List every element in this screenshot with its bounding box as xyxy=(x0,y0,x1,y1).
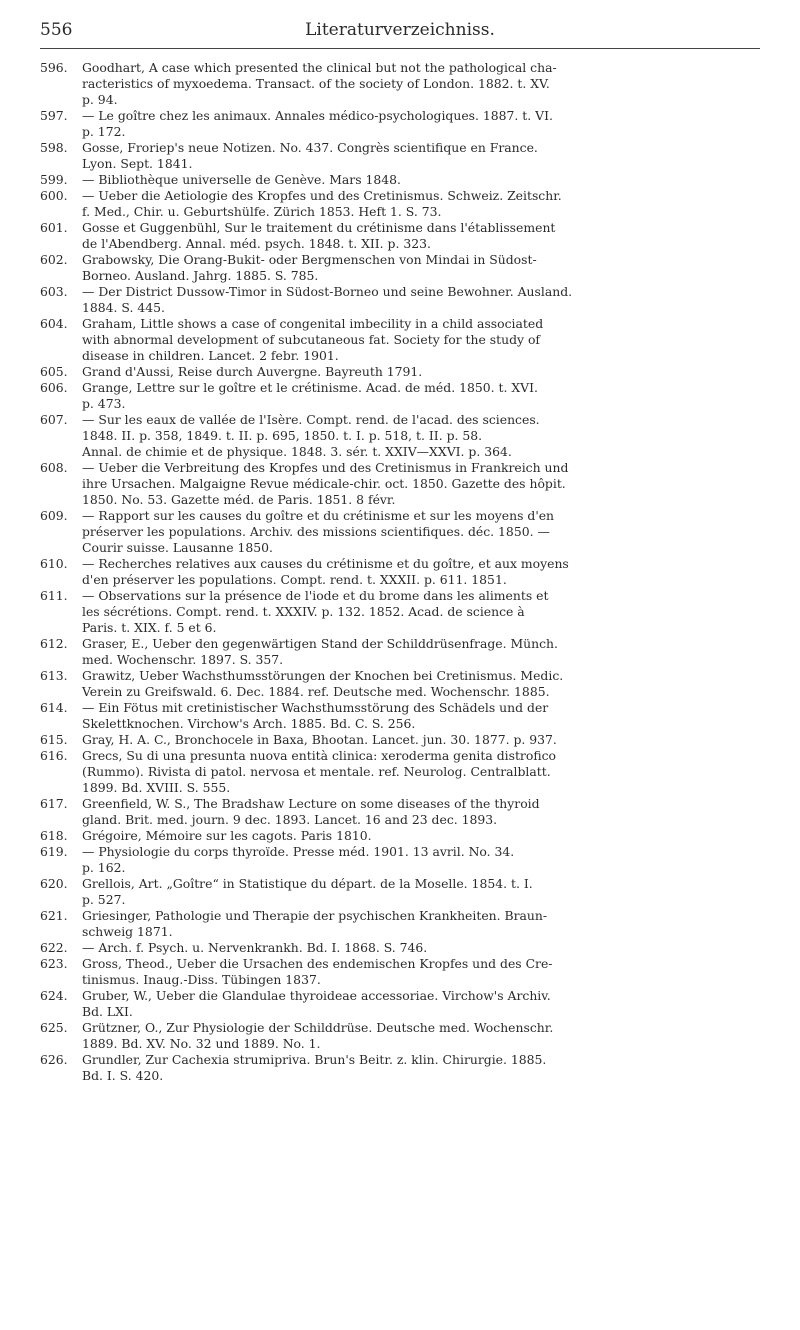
bibliography-entry xyxy=(40,1052,765,1084)
entry-text: Graham, Little shows a case of congenital imbecility in a child associated with abnormal development of subcutaneous fat. Society for the study of disease in children. Lancet. 2 febr. 1901. xyxy=(82,316,544,363)
bibliography-entry xyxy=(40,188,765,220)
entry-text: — Ein Fötus mit cretinistischer Wachsthumsstörung des Schädels und der Skelettknochen. Virchow's Arch. 1885. Bd. C. S. 256. xyxy=(82,700,549,731)
entry-number: 611. xyxy=(40,588,68,603)
bibliography-entry xyxy=(40,460,765,508)
entry-text: Grand d'Aussi, Reise durch Auvergne. Bayreuth 1791. xyxy=(82,364,423,379)
bibliography-entry xyxy=(40,876,765,908)
entry-number: 599. xyxy=(40,172,68,187)
entry-number: 618. xyxy=(40,828,68,843)
entry-text: Grützner, O., Zur Physiologie der Schilddrüse. Deutsche med. Wochenschr. 1889. Bd. XV. No. 32 und 1889. No. 1. xyxy=(82,1020,554,1051)
entry-number: 626. xyxy=(40,1052,68,1067)
entry-number: 596. xyxy=(40,60,68,75)
bibliography-entry xyxy=(40,60,765,108)
entry-text: Gruber, W., Ueber die Glandulae thyroideae accessoriae. Virchow's Archiv. Bd. LXI. xyxy=(82,988,551,1019)
entry-text: — Sur les eaux de vallée de l'Isère. Compt. rend. de l'acad. des sciences. 1848. II. p. 358, 1849. t. II. p. 695, 1850. t. I. p. 518, t. II. p. 58. Annal. de chimie et de physique. 1848. 3. sér. t. XXIV—XXVI. p. 364. xyxy=(82,412,540,459)
bibliography-entry xyxy=(40,940,765,956)
bibliography-entry xyxy=(40,364,765,380)
entry-text: Gosse et Guggenbühl, Sur le traitement du crétinisme dans l'établissement de l'Abendberg. Annal. méd. psych. 1848. t. XII. p. 323. xyxy=(82,220,556,251)
entry-number: 612. xyxy=(40,636,68,651)
bibliography-entry xyxy=(40,956,765,988)
entry-text: — Observations sur la présence de l'iode et du brome dans les aliments et les sécrétions. Compt. rend. t. XXXIV. p. 132. 1852. Acad. de science à Paris. t. XIX. f. 5 et 6. xyxy=(82,588,549,635)
entry-number: 608. xyxy=(40,460,68,475)
running-title: Literaturverzeichniss. xyxy=(305,20,495,40)
bibliography-entry xyxy=(40,412,765,460)
entry-text: Gray, H. A. C., Bronchocele in Baxa, Bhootan. Lancet. jun. 30. 1877. p. 937. xyxy=(82,732,557,747)
entry-number: 597. xyxy=(40,108,68,123)
entry-text: — Der District Dussow-Timor in Südost-Borneo und seine Bewohner. Ausland. 1884. S. 445. xyxy=(82,284,573,315)
entry-text: Grégoire, Mémoire sur les cagots. Paris 1810. xyxy=(82,828,372,843)
entry-text: Graser, E., Ueber den gegenwärtigen Stand der Schilddrüsenfrage. Münch. med. Wochenschr. 1897. S. 357. xyxy=(82,636,558,667)
entry-number: 622. xyxy=(40,940,68,955)
entry-number: 607. xyxy=(40,412,68,427)
bibliography-entry xyxy=(40,588,765,636)
entry-text: — Le goître chez les animaux. Annales médico-psychologiques. 1887. t. VI. p. 172. xyxy=(82,108,553,139)
entry-text: Grange, Lettre sur le goître et le crétinisme. Acad. de méd. 1850. t. XVI. p. 473. xyxy=(82,380,538,411)
bibliography-entry xyxy=(40,732,765,748)
entry-number: 616. xyxy=(40,748,68,763)
entry-number: 614. xyxy=(40,700,68,715)
bibliography-entry xyxy=(40,668,765,700)
bibliography-entry xyxy=(40,828,765,844)
entry-text: — Ueber die Verbreitung des Kropfes und des Cretinismus in Frankreich und ihre Ursachen. Malgaigne Revue médicale-chir. oct. 1850. Gazette des hôpit. 1850. No. 53. Gazette méd. de Paris. 1851. 8 févr. xyxy=(82,460,569,507)
entry-text: — Ueber die Aetiologie des Kropfes und des Cretinismus. Schweiz. Zeitschr. f. Med., Chir. u. Geburtshülfe. Zürich 1853. Heft 1. S. 73. xyxy=(82,188,562,219)
bibliography-entry xyxy=(40,796,765,828)
entry-number: 620. xyxy=(40,876,68,891)
entry-number: 610. xyxy=(40,556,68,571)
bibliography-entry xyxy=(40,1020,765,1052)
bibliography-entry xyxy=(40,556,765,588)
header-rule xyxy=(40,48,760,49)
entry-number: 621. xyxy=(40,908,68,923)
entry-text: Gross, Theod., Ueber die Ursachen des endemischen Kropfes und des Cre- tinismus. Inaug.-Diss. Tübingen 1837. xyxy=(82,956,553,987)
entry-number: 623. xyxy=(40,956,68,971)
bibliography-entry xyxy=(40,140,765,172)
entry-text: — Rapport sur les causes du goître et du crétinisme et sur les moyens d'en préserver les populations. Archiv. des missions scientifiques. déc. 1850. — Courir suisse. Lausanne 1850. xyxy=(82,508,555,555)
entry-text: — Arch. f. Psych. u. Nervenkrankh. Bd. I. 1868. S. 746. xyxy=(82,940,428,955)
bibliography-entry xyxy=(40,508,765,556)
entry-number: 609. xyxy=(40,508,68,523)
entry-number: 600. xyxy=(40,188,68,203)
entry-number: 602. xyxy=(40,252,68,267)
entry-number: 605. xyxy=(40,364,68,379)
bibliography-entry xyxy=(40,988,765,1020)
entry-number: 625. xyxy=(40,1020,68,1035)
entry-text: Grellois, Art. „Goître“ in Statistique du départ. de la Moselle. 1854. t. I. p. 527. xyxy=(82,876,533,907)
entry-number: 615. xyxy=(40,732,68,747)
bibliography-entry xyxy=(40,636,765,668)
bibliography-entry xyxy=(40,172,765,188)
bibliography-entry xyxy=(40,252,765,284)
bibliography-entry xyxy=(40,220,765,252)
bibliography-entry xyxy=(40,316,765,364)
entry-text: — Physiologie du corps thyroïde. Presse méd. 1901. 13 avril. No. 34. p. 162. xyxy=(82,844,515,875)
bibliography-entry xyxy=(40,700,765,732)
entry-text: — Recherches relatives aux causes du crétinisme et du goître, et aux moyens d'en préserver les populations. Compt. rend. t. XXXII. p. 611. 1851. xyxy=(82,556,569,587)
entry-text: — Bibliothèque universelle de Genève. Mars 1848. xyxy=(82,172,401,187)
entry-number: 613. xyxy=(40,668,68,683)
bibliography-entry xyxy=(40,748,765,796)
entry-number: 601. xyxy=(40,220,68,235)
entry-text: Gosse, Froriep's neue Notizen. No. 437. Congrès scientifique en France. Lyon. Sept. 1841. xyxy=(82,140,538,171)
entry-text: Griesinger, Pathologie und Therapie der psychischen Krankheiten. Braun- schweig 1871. xyxy=(82,908,548,939)
page-number: 556 xyxy=(40,20,73,40)
entry-number: 624. xyxy=(40,988,68,1003)
entry-text: Goodhart, A case which presented the clinical but not the pathological cha- racteristics of myxoedema. Transact. of the society of London. 1882. t. XV. p. 94. xyxy=(82,60,557,107)
entry-number: 606. xyxy=(40,380,68,395)
entry-number: 603. xyxy=(40,284,68,299)
entry-text: Grabowsky, Die Orang-Bukit- oder Bergmenschen von Mindai in Südost- Borneo. Ausland. Jahrg. 1885. S. 785. xyxy=(82,252,537,283)
entry-number: 598. xyxy=(40,140,68,155)
entry-number: 604. xyxy=(40,316,68,331)
bibliography-entry xyxy=(40,108,765,140)
entry-number: 619. xyxy=(40,844,68,859)
entry-text: Grundler, Zur Cachexia strumipriva. Brun's Beitr. z. klin. Chirurgie. 1885. Bd. I. S. 420. xyxy=(82,1052,547,1083)
page-header xyxy=(40,20,760,50)
bibliography-entry xyxy=(40,844,765,876)
bibliography-entry xyxy=(40,908,765,940)
entry-text: Grawitz, Ueber Wachsthumsstörungen der Knochen bei Cretinismus. Medic. Verein zu Greifswald. 6. Dec. 1884. ref. Deutsche med. Wochenschr. 1885. xyxy=(82,668,564,699)
entry-number: 617. xyxy=(40,796,68,811)
entry-text: Greenfield, W. S., The Bradshaw Lecture on some diseases of the thyroid gland. Brit. med. journ. 9 dec. 1893. Lancet. 16 and 23 dec. 1893. xyxy=(82,796,540,827)
bibliography-entry xyxy=(40,284,765,316)
bibliography-entry xyxy=(40,380,765,412)
bibliography-list xyxy=(40,60,765,1084)
entry-text: Grecs, Su di una presunta nuova entità clinica: xeroderma genita distrofico (Rummo). Rivista di patol. nervosa et mentale. ref. Neurolog. Centralblatt. 1899. Bd. XVIII. S. 555. xyxy=(82,748,556,795)
